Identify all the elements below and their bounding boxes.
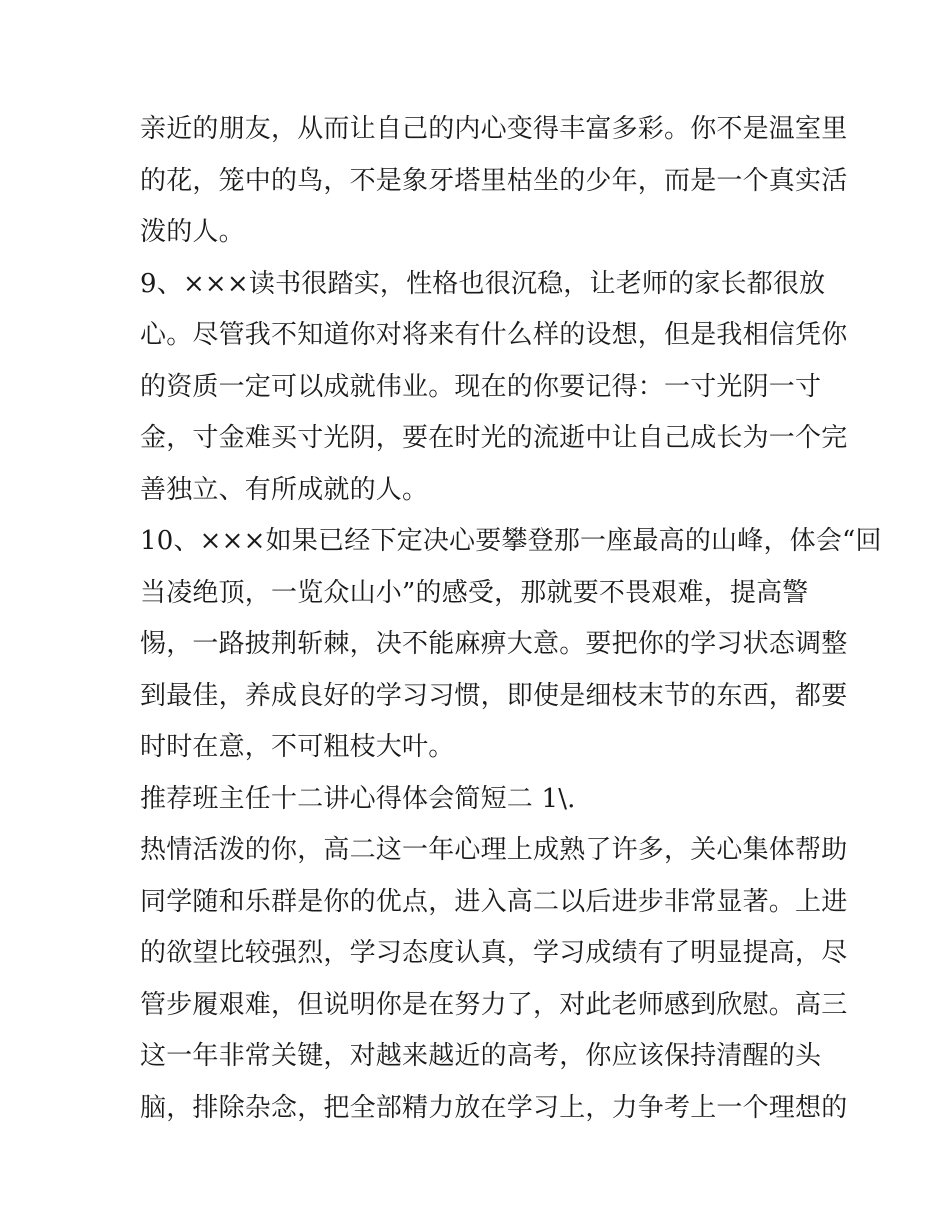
text-line: 管步履艰难，但说明你是在努力了，对此老师感到欣慰。高三	[140, 989, 848, 1020]
text-line: 金，寸金难买寸光阴，要在时光的流逝中让自己成长为一个完	[140, 423, 848, 453]
text-line: 的花，笼中的鸟，不是象牙塔里枯坐的少年，而是一个真实活	[140, 165, 848, 196]
text-line: 10、×××如果已经下定决心要攀登那一座最高的山峰，体会“回	[140, 526, 882, 556]
text-line: 泼的人。	[140, 217, 245, 247]
text-line: 亲近的朋友，从而让自己的内心变得丰富多彩。你不是温室里	[140, 114, 848, 144]
text-line: 时时在意，不可粗枝大叶。	[140, 732, 455, 762]
text-line: 心。尽管我不知道你对将来有什么样的设想，但是我相信凭你	[140, 320, 848, 350]
text-line: 善独立、有所成就的人。	[140, 474, 429, 505]
text-line: 当凌绝顶，一览众山小”的感受，那就要不畏艰难，提高警	[140, 577, 809, 608]
text-line: 同学随和乐群是你的优点，进入高二以后进步非常显著。上进	[140, 886, 848, 917]
section-heading: 推荐班主任十二讲心得体会简短二 1\.	[140, 783, 576, 814]
text-line: 到最佳，养成良好的学习习惯，即使是细枝末节的东西，都要	[140, 680, 848, 711]
text-line: 热情活泼的你，高二这一年心理上成熟了许多，关心集体帮助	[140, 835, 848, 865]
text-line: 惕，一路披荆斩棘，决不能麻痹大意。要把你的学习状态调整	[140, 629, 848, 659]
document-body	[140, 104, 882, 1134]
text-line: 脑，排除杂念，把全部精力放在学习上，力争考上一个理想的	[140, 1092, 848, 1123]
text-line: 9、×××读书很踏实，性格也很沉稳，让老师的家长都很放	[140, 268, 826, 299]
text-line: 这一年非常关键，对越来越近的高考，你应该保持清醒的头	[140, 1041, 822, 1071]
text-line: 的资质一定可以成就伟业。现在的你要记得：一寸光阴一寸	[140, 371, 822, 402]
text-line: 的欲望比较强烈，学习态度认真，学习成绩有了明显提高，尽	[140, 938, 848, 968]
